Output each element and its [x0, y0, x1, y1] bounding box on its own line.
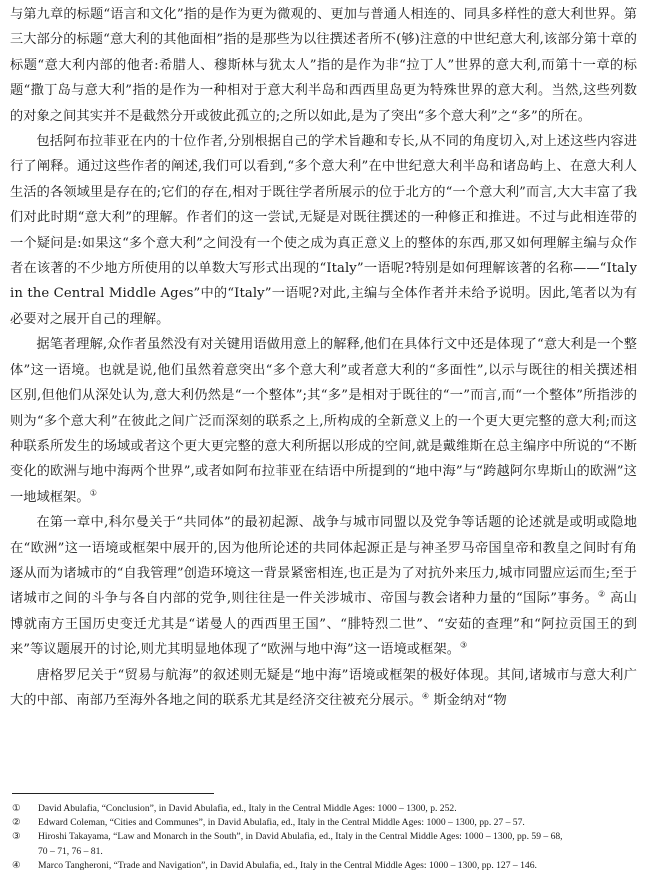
footnote-number: ① [12, 803, 21, 814]
paragraph-5-text-b: 斯金纳对“物 [429, 692, 507, 708]
footnote-ref-3[interactable]: ③ [460, 640, 468, 650]
footnotes [12, 802, 634, 873]
paragraph-3-text: 据笔者理解,众作者虽然没有对关键用语做用意上的解释,他们在具体行文中还是体现了“意大利是一个整体”这一语境。也就是说,他们虽然着意突出“多个意大利”或者意大利的“多面性”,以示与既往的相关撰述相区别,但他们从深处认为,意大利仍然是“一个整体”;其“多”是相对于既往的“一”而言,而“一个整体”所指涉的则为“多个意大利”在彼此之间广泛而深刻的联系之上,所构成的全新意义上的一个更大更完整的意大利;而这种联系所发生的场域或者这个更大更完整的意大利所据以形成的空间,就是戴维斯在总主编序中所说的“不断变化的欧洲与地中海两个世界”,或者如阿布拉菲亚在结语中所提到的“地中海”与“跨越阿尔卑斯山的欧洲”这一地域框架。 [10, 337, 637, 505]
paragraph-1: 与第九章的标题“语言和文化”指的是作为更为微观的、更加与普通人相连的、同具多样性的意大利世界。第三大部分的标题“意大利的其他面相”指的是那些为以往撰述者所不(够)注意的中世纪意大利,该部分第十章的标题“意大利内部的他者:希腊人、穆斯林与犹太人”指的是作为非“拉丁人”世界的意大利,而第十一章的标题“撒丁岛与意大利”指的是作为一种相对于意大利半岛和西西里岛更为特殊世界的意大利。当然,这些列数的对象之间其实并不是截然分开或彼此孤立的;之所以如此,是为了突出“多个意大利”之“多”的所在。 [10, 7, 637, 124]
footnote-number: ② [12, 817, 21, 829]
footnote-text: Edward Coleman, “Cities and Communes”, in David Abulafia, ed., Italy in the Central Middle Ages: 1000 – 1300, pp. 27 – 57. [38, 817, 525, 829]
footnote-text: David Abulafia, “Conclusion”, in David Abulafia, ed., Italy in the Central Middle Ages: 1000 – 1300, p. 252. [38, 803, 457, 814]
paragraph-4-text-b: 高山博就南方王国历史变迁尤其是“诺曼人的西西里王国”、“腓特烈二世”、“安茹的查理”和“阿拉贡国王的到来”等议题展开的讨论,则尤其明显地体现了“欧洲与地中海”这一语境或框架。 [10, 591, 637, 658]
body-text [10, 2, 637, 713]
paragraph-4-text-a: 在第一章中,科尔曼关于“共同体”的最初起源、战争与城市同盟以及党争等话题的论述就是或明或隐地在“欧洲”这一语境或框架中展开的,因为他所论述的共同体起源正是与神圣罗马帝国皇帝和教皇之间时有角逐从而为诸城市的“自我管理”创造环境这一背景紧密相连,也正是为了对抗外来压力,城市同盟应运而生;至于诸城市之间的斗争与各自内部的党争,则往往是一件关涉城市、帝国与教会诸种力量的“国际”事务。 [10, 515, 637, 607]
footnote-3-continuation: 70 – 71, 76 – 81. [38, 845, 103, 857]
footnote-text: Marco Tangheroni, “Trade and Navigation”, in David Abulafia, ed., Italy in the Central Middle Ages: 1000 – 1300, pp. 127 – 146. [38, 859, 537, 871]
footnote-2 [12, 816, 634, 830]
paragraph-5-text-a: 唐格罗尼关于“贸易与航海”的叙述则无疑是“地中海”语境或框架的极好体现。其间,诸城市与意大利广大的中部、南部乃至海外各地之间的联系尤其是经济交往被充分展示。 [10, 667, 637, 708]
footnote-number: ③ [12, 831, 21, 843]
footnote-3 [12, 830, 634, 844]
footnote-number: ④ [12, 859, 21, 871]
footnote-divider [12, 793, 214, 794]
paragraph-3 [10, 332, 637, 510]
footnote-ref-2[interactable]: ② [598, 589, 606, 599]
footnote-ref-4[interactable]: ④ [421, 691, 430, 701]
footnote-4 [12, 859, 634, 873]
paragraph-2: 包括阿布拉菲亚在内的十位作者,分别根据自己的学术旨趣和专长,从不同的角度切入,对上述这些内容进行了阐释。通过这些作者的阐述,我们可以看到,“多个意大利”在中世纪意大利半岛和诸岛屿上、在意大利人生活的各领域里是存在的;它们的存在,相对于既往学者所展示的位于北方的“一个意大利”而言,大大丰富了我们对此时期“意大利”的理解。作者们的这一尝试,无疑是对既往撰述的一种修正和推进。不过与此相连带的一个疑问是:如果这“多个意大利”之间没有一个使之成为真正意义上的整体的东西,那又如何理解主编与众作者在该著的不少地方所使用的以单数大写形式出现的“Italy”一语呢?特别是如何理解该著的名称——“Italy in the Central Middle Ages”中的“Italy”一语呢?对此,主编与全体作者并未给予说明。因此,笔者以为有必要对之展开自己的理解。 [10, 134, 637, 327]
paragraph-5 [10, 663, 637, 714]
footnote-ref-1[interactable]: ① [89, 488, 98, 498]
footnote-1 [12, 802, 634, 816]
paragraph-4 [10, 510, 637, 662]
footnote-text: Hiroshi Takayama, “Law and Monarch in the South”, in David Abulafia, ed., Italy in the Central Middle Ages: 1000 – 1300, pp. 59 – 68, [38, 831, 563, 843]
